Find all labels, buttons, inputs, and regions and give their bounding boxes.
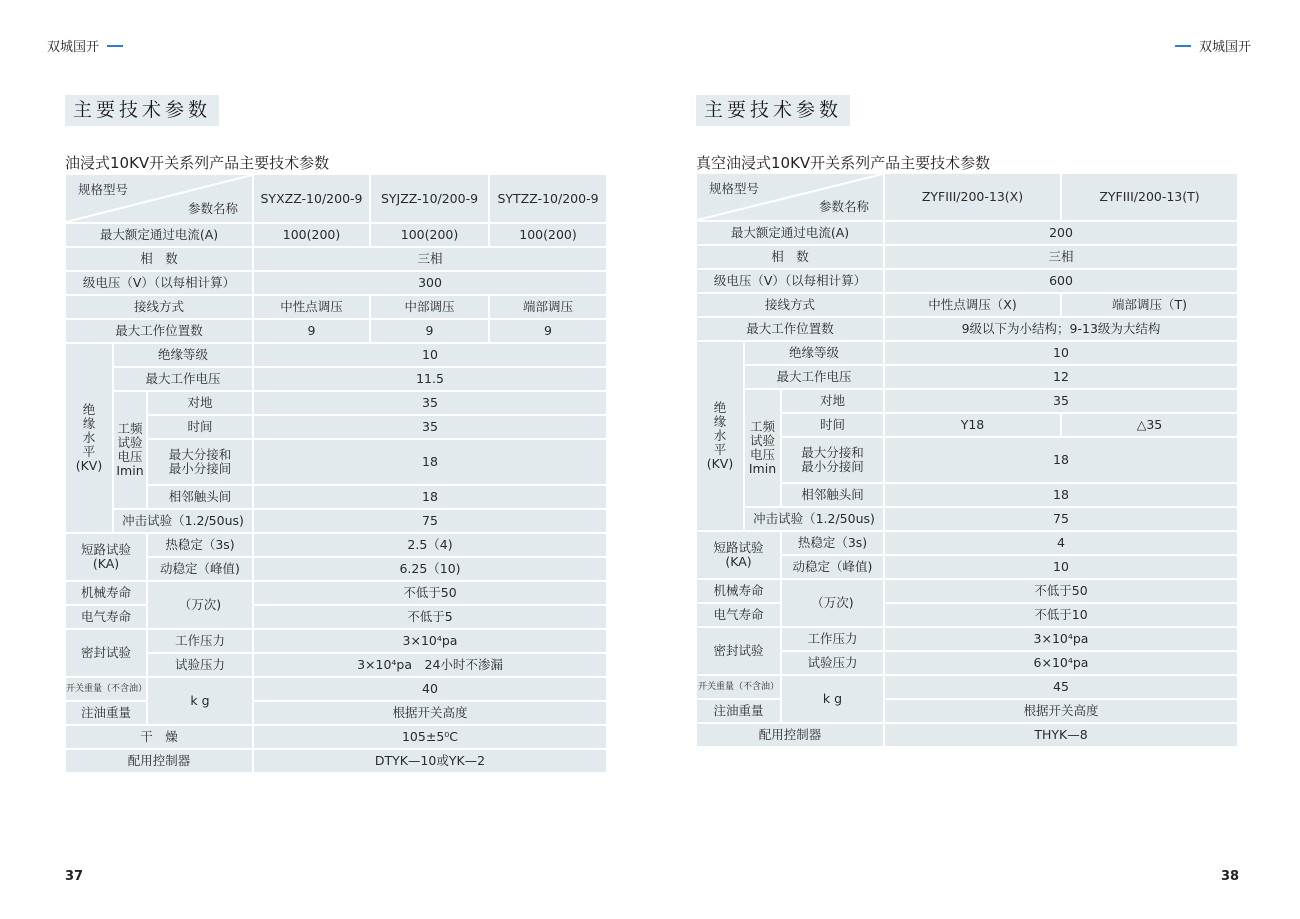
cell-value: 200 bbox=[885, 222, 1237, 244]
diagonal-header-cell bbox=[697, 174, 883, 220]
row-label: 对地 bbox=[782, 390, 883, 412]
brand-header-left bbox=[47, 36, 123, 55]
cell-value: 不低于50 bbox=[885, 580, 1237, 602]
cell-value: 100(200) bbox=[490, 224, 606, 246]
spec-table-vacuum bbox=[695, 172, 1239, 748]
cell-value: 35 bbox=[254, 392, 606, 414]
section-title: 主要技术参数 bbox=[65, 95, 219, 126]
cell-value: THYK—8 bbox=[885, 724, 1237, 746]
freq-group-label: 工频 试验 电压 Imin bbox=[745, 390, 780, 506]
cell-value: 75 bbox=[254, 510, 606, 532]
param-label: 参数名称 bbox=[818, 199, 869, 214]
cell-value: 18 bbox=[885, 438, 1237, 482]
cell-value: DTYK—10或YK—2 bbox=[254, 750, 606, 772]
cell-value: 100(200) bbox=[371, 224, 488, 246]
cell-value: 不低于50 bbox=[254, 582, 606, 604]
life-unit: （万次) bbox=[148, 582, 252, 628]
cell-value: 105±5⁰C bbox=[254, 726, 606, 748]
cell-value: 9 bbox=[490, 320, 606, 342]
model-label: 规格型号 bbox=[78, 182, 129, 197]
row-label: 最大工作位置数 bbox=[697, 318, 883, 340]
row-label: 机械寿命 bbox=[66, 582, 146, 604]
model-column-header: SYXZZ-10/200-9 bbox=[254, 175, 369, 222]
cell-value: 35 bbox=[885, 390, 1237, 412]
row-label: 工作压力 bbox=[782, 628, 883, 650]
row-label: 最大工作电压 bbox=[745, 366, 883, 388]
cell-value: 9 bbox=[254, 320, 369, 342]
param-label: 参数名称 bbox=[187, 201, 238, 216]
row-label: 冲击试验（1.2/50us) bbox=[114, 510, 252, 532]
section-title: 主要技术参数 bbox=[696, 95, 850, 126]
seal-group-label: 密封试验 bbox=[697, 628, 780, 674]
row-label: 热稳定（3s) bbox=[148, 534, 252, 556]
model-column-header: SYTZZ-10/200-9 bbox=[490, 175, 606, 222]
brand-accent-bar bbox=[107, 45, 123, 47]
row-label: 电气寿命 bbox=[66, 606, 146, 628]
row-label: 配用控制器 bbox=[697, 724, 883, 746]
cell-value: 端部调压（T) bbox=[1062, 294, 1237, 316]
cell-value: 不低于5 bbox=[254, 606, 606, 628]
cell-value: 10 bbox=[885, 342, 1237, 364]
cell-value: 18 bbox=[254, 440, 606, 484]
row-label: 电气寿命 bbox=[697, 604, 780, 626]
cell-value: 2.5（4) bbox=[254, 534, 606, 556]
cell-value: 35 bbox=[254, 416, 606, 438]
table-subtitle: 真空油浸式10KV开关系列产品主要技术参数 bbox=[696, 154, 991, 172]
cell-value: 100(200) bbox=[254, 224, 369, 246]
row-label: 干 燥 bbox=[66, 726, 252, 748]
cell-value: 中部调压 bbox=[371, 296, 488, 318]
row-label: 相 数 bbox=[697, 246, 883, 268]
model-label: 规格型号 bbox=[709, 181, 760, 196]
row-label: 动稳定（峰值) bbox=[782, 556, 883, 578]
insulation-group-label: 绝 缘 水 平 (KV) bbox=[66, 344, 112, 532]
row-label: 相 数 bbox=[66, 248, 252, 270]
cell-value: 中性点调压（X) bbox=[885, 294, 1060, 316]
row-label: 级电压（V）（以每相计算） bbox=[697, 270, 883, 292]
row-label: 绝缘等级 bbox=[114, 344, 252, 366]
cell-value: 75 bbox=[885, 508, 1237, 530]
cell-value: 根据开关高度 bbox=[885, 700, 1237, 722]
cell-value: 600 bbox=[885, 270, 1237, 292]
cell-value: 45 bbox=[885, 676, 1237, 698]
row-label: 机械寿命 bbox=[697, 580, 780, 602]
brand-name: 双城国开 bbox=[47, 40, 100, 55]
cell-value: 18 bbox=[885, 484, 1237, 506]
row-label: 级电压（V）（以每相计算） bbox=[66, 272, 252, 294]
spec-table-oil bbox=[64, 173, 608, 774]
short-group-label: 短路试验 (KA) bbox=[66, 534, 146, 580]
cell-value: 12 bbox=[885, 366, 1237, 388]
row-label: 最大工作电压 bbox=[114, 368, 252, 390]
row-label: 开关重量（不含油） bbox=[697, 676, 780, 698]
cell-value: 10 bbox=[254, 344, 606, 366]
short-group-label: 短路试验 (KA) bbox=[697, 532, 780, 578]
row-label: 相邻触头间 bbox=[148, 486, 252, 508]
cell-value: 根据开关高度 bbox=[254, 702, 606, 724]
row-label: 最大工作位置数 bbox=[66, 320, 252, 342]
cell-value: 3×10⁴pa bbox=[254, 630, 606, 652]
diagonal-header-cell bbox=[66, 175, 252, 222]
brand-name: 双城国开 bbox=[1198, 40, 1251, 55]
cell-value: 6.25（10) bbox=[254, 558, 606, 580]
row-label: 接线方式 bbox=[697, 294, 883, 316]
cell-value: 9级以下为小结构；9-13级为大结构 bbox=[885, 318, 1237, 340]
seal-group-label: 密封试验 bbox=[66, 630, 146, 676]
page-number: 38 bbox=[1221, 869, 1240, 884]
row-label: 注油重量 bbox=[697, 700, 780, 722]
cell-value: 3×10⁴pa bbox=[885, 628, 1237, 650]
cell-value: 4 bbox=[885, 532, 1237, 554]
cell-value: 中性点调压 bbox=[254, 296, 369, 318]
insulation-group-label: 绝 缘 水 平 (KV) bbox=[697, 342, 743, 530]
row-label: 最大额定通过电流(A) bbox=[66, 224, 252, 246]
row-label: 时间 bbox=[782, 414, 883, 436]
model-column-header: SYJZZ-10/200-9 bbox=[371, 175, 488, 222]
cell-value: 不低于10 bbox=[885, 604, 1237, 626]
cell-value: 40 bbox=[254, 678, 606, 700]
row-label: 对地 bbox=[148, 392, 252, 414]
weight-unit: k g bbox=[782, 676, 883, 722]
row-label: 接线方式 bbox=[66, 296, 252, 318]
row-label: 注油重量 bbox=[66, 702, 146, 724]
cell-value: 300 bbox=[254, 272, 606, 294]
page-number: 37 bbox=[65, 869, 84, 884]
life-unit: （万次) bbox=[782, 580, 883, 626]
cell-value: 端部调压 bbox=[490, 296, 606, 318]
tap-label: 最大分接和 最小分接间 bbox=[148, 440, 252, 484]
row-label: 动稳定（峰值) bbox=[148, 558, 252, 580]
row-label: 热稳定（3s) bbox=[782, 532, 883, 554]
cell-value: △35 bbox=[1062, 414, 1237, 436]
row-label: 冲击试验（1.2/50us) bbox=[745, 508, 883, 530]
row-label: 绝缘等级 bbox=[745, 342, 883, 364]
row-label: 时间 bbox=[148, 416, 252, 438]
row-label: 试验压力 bbox=[148, 654, 252, 676]
weight-unit: k g bbox=[148, 678, 252, 724]
row-label: 配用控制器 bbox=[66, 750, 252, 772]
cell-value: 11.5 bbox=[254, 368, 606, 390]
cell-value: 9 bbox=[371, 320, 488, 342]
row-label: 最大额定通过电流(A) bbox=[697, 222, 883, 244]
table-subtitle: 油浸式10KV开关系列产品主要技术参数 bbox=[65, 154, 330, 172]
cell-value: 10 bbox=[885, 556, 1237, 578]
cell-value: 三相 bbox=[885, 246, 1237, 268]
cell-value: 三相 bbox=[254, 248, 606, 270]
freq-group-label: 工频 试验 电压 Imin bbox=[114, 392, 146, 508]
cell-value: 3×10⁴pa 24小时不渗漏 bbox=[254, 654, 606, 676]
row-label: 相邻触头间 bbox=[782, 484, 883, 506]
row-label: 开关重量（不含油） bbox=[66, 678, 146, 700]
model-column-header: ZYFIII/200-13(T) bbox=[1062, 174, 1237, 220]
cell-value: 6×10⁴pa bbox=[885, 652, 1237, 674]
row-label: 工作压力 bbox=[148, 630, 252, 652]
row-label: 试验压力 bbox=[782, 652, 883, 674]
cell-value: 18 bbox=[254, 486, 606, 508]
brand-accent-bar bbox=[1175, 45, 1191, 47]
brand-header-right bbox=[1175, 36, 1251, 55]
cell-value: Y18 bbox=[885, 414, 1060, 436]
model-column-header: ZYFIII/200-13(X) bbox=[885, 174, 1060, 220]
tap-label: 最大分接和 最小分接间 bbox=[782, 438, 883, 482]
